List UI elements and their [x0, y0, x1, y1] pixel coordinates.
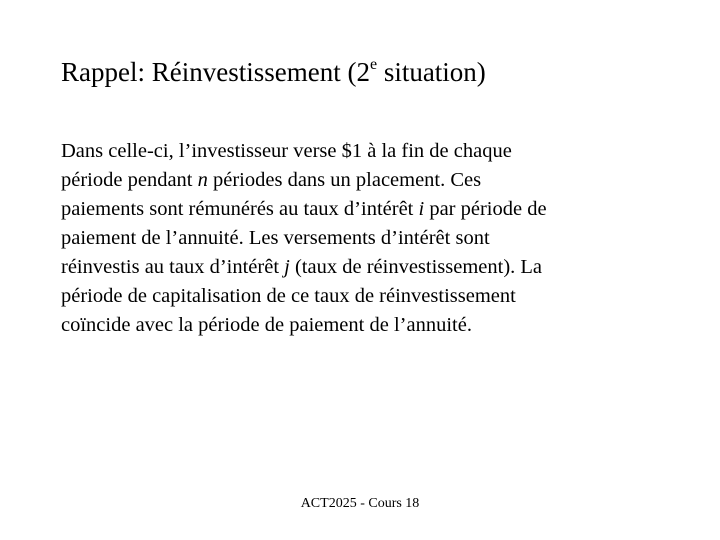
slide-title-superscript: e — [369, 56, 378, 73]
body-line-1: Dans celle-ci, l’investisseur verse $1 à la fin de chaque — [61, 140, 512, 162]
slide-footer: ACT2025 - Cours 18 — [300, 496, 420, 511]
body-line-5-end: (taux de réinvestissement). La — [289, 256, 543, 278]
body-line-2-start: période pendant — [61, 169, 198, 191]
slide-title — [61, 52, 486, 92]
variable-j: j — [284, 256, 290, 278]
body-line-5 — [61, 253, 661, 282]
body-line-3-start: paiements sont rémunérés au taux d’intérêt — [61, 198, 419, 220]
body-line-7: coïncide avec la période de paiement de l’annuité. — [61, 314, 472, 336]
body-line-4: paiement de l’annuité. Les versements d’intérêt sont — [61, 227, 490, 249]
variable-i: i — [418, 198, 425, 220]
slide-body-paragraph — [61, 137, 661, 340]
body-line-3 — [61, 195, 661, 224]
body-line-2 — [61, 166, 661, 195]
body-line-2-end: périodes dans un placement. Ces — [207, 169, 482, 191]
body-line-5-start: réinvestis au taux d’intérêt — [61, 256, 285, 278]
slide-title-text: Rappel: Réinvestissement (2 — [61, 57, 370, 87]
body-line-6: période de capitalisation de ce taux de réinvestissement — [61, 285, 516, 307]
variable-n: n — [197, 169, 208, 191]
slide-title-text-end: situation) — [377, 57, 486, 87]
body-line-3-end: par période de — [424, 198, 547, 220]
